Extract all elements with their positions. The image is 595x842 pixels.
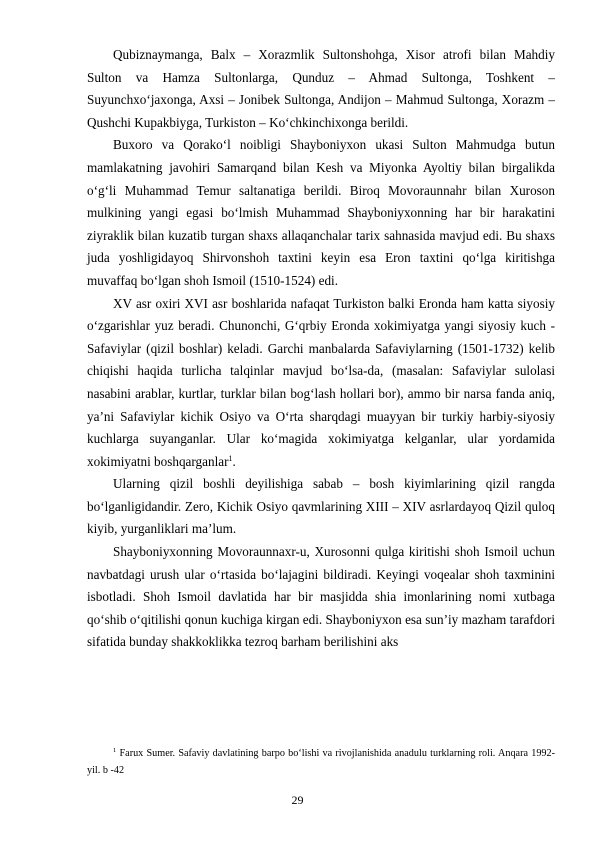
footnote-text: Farux Sumer. Safaviy davlatining barpo bo‘lishi va rivojlanishida anadulu turklarning roli. Anqara 1992-yil. b -42 (87, 748, 556, 776)
paragraph-3-tail: . (232, 453, 236, 469)
paragraph-3 (87, 293, 555, 474)
paragraph-5: Shayboniyxonning Movoraunnaxr-u, Xurosonni qulga kiritishi shoh Ismoil uchun navbatdagi urush ular o‘rtasida bo‘lajagini bildiradi. Keyingi voqealar shoh taxminini isbotladi. Shoh Ismoil davlatida har bir masjidda shia imonlarining nomi xutbaga qo‘shib o‘qitilishi qonun kuchiga kirgan edi. Shayboniyxon esa sun’iy mazham tarafdori sifatida bunday shakkoklikka tezroq barham berilishini aks (87, 544, 555, 650)
body-text (87, 44, 555, 654)
paragraph-2: Buxoro va Qorako‘l noibligi Shayboniyxon ukasi Sulton Mahmudga butun mamlakatning javohiri Samarqand bilan Kesh va Miyonka Ayoltiy bilan birgalikda o‘g‘li Muhammad Temur saltanatiga berildi. Biroq Movoraunnahr bilan Xuroson mulkining yangi egasi bo‘lmish Muhammad Shayboniyxonning har bir harakatini ziyraklik bilan kuzatib turgan shaxs allaqanchalar tarix sahnasida mavjud edi. Bu shaxs juda yoshligidayoq Shirvonshoh taxtini keyin esa Eron taxtini qo‘lga kiritishga muvaffaq bo‘lgan shoh Ismoil (1510-1524) edi. (87, 137, 555, 288)
paragraph-1: Qubiznaymanga, Balx – Xorazmlik Sultonshohga, Xisor atrofi bilan Mahdiy Sulton va Hamza Sultonlarga, Qunduz – Ahmad Sultonga, Toshkent – Suyunchxo‘jaxonga, Axsi – Jonibek Sultonga, Andijon – Mahmud Sultonga, Xorazm – Qushchi Kupakbiyga, Turkiston – Ko‘chkinchixonga berildi. (87, 47, 555, 130)
paragraph-4: Ularning qizil boshli deyilishiga sabab – bosh kiyimlarining qizil rangda bo‘lganligidandir. Zero, Kichik Osiyo qavmlarining XIII – XIV asrlardayoq Qizil quloq kiyib, yurganliklari ma’lum. (87, 476, 555, 537)
page-number: 29 (291, 793, 304, 807)
footnote (87, 745, 555, 779)
footnote-reference[interactable]: 1 (228, 453, 233, 463)
paragraph-3-text: XV asr oxiri XVI asr boshlarida nafaqat Turkiston balki Eronda ham katta siyosiy o‘zgarishlar yuz beradi. Chunonchi, G‘qrbiy Eronda xokimiyatga yangi siyosiy kuch - Safaviylar (qizil boshlar) keladi. Garchi manbalarda Safaviylarning (1501-1732) kelib chiqishi haqida turlicha talqinlar mavjud bo‘lsa-da, (masalan: Safaviylar sulolasi nasabini arablar, kurtlar, turklar bilan bog‘lash hollari bor), ammo bir narsa fanda aniq, ya’ni Safaviylar kichik Osiyo va O‘rta sharqdagi muayyan bir turkiy harbiy-siyosiy kuchlarga suyanganlar. Ular ko‘magida xokimiyatga kelganlar, ular yordamida xokimiyatni boshqarganlar (87, 295, 555, 469)
footnote-marker: 1 (113, 747, 117, 754)
